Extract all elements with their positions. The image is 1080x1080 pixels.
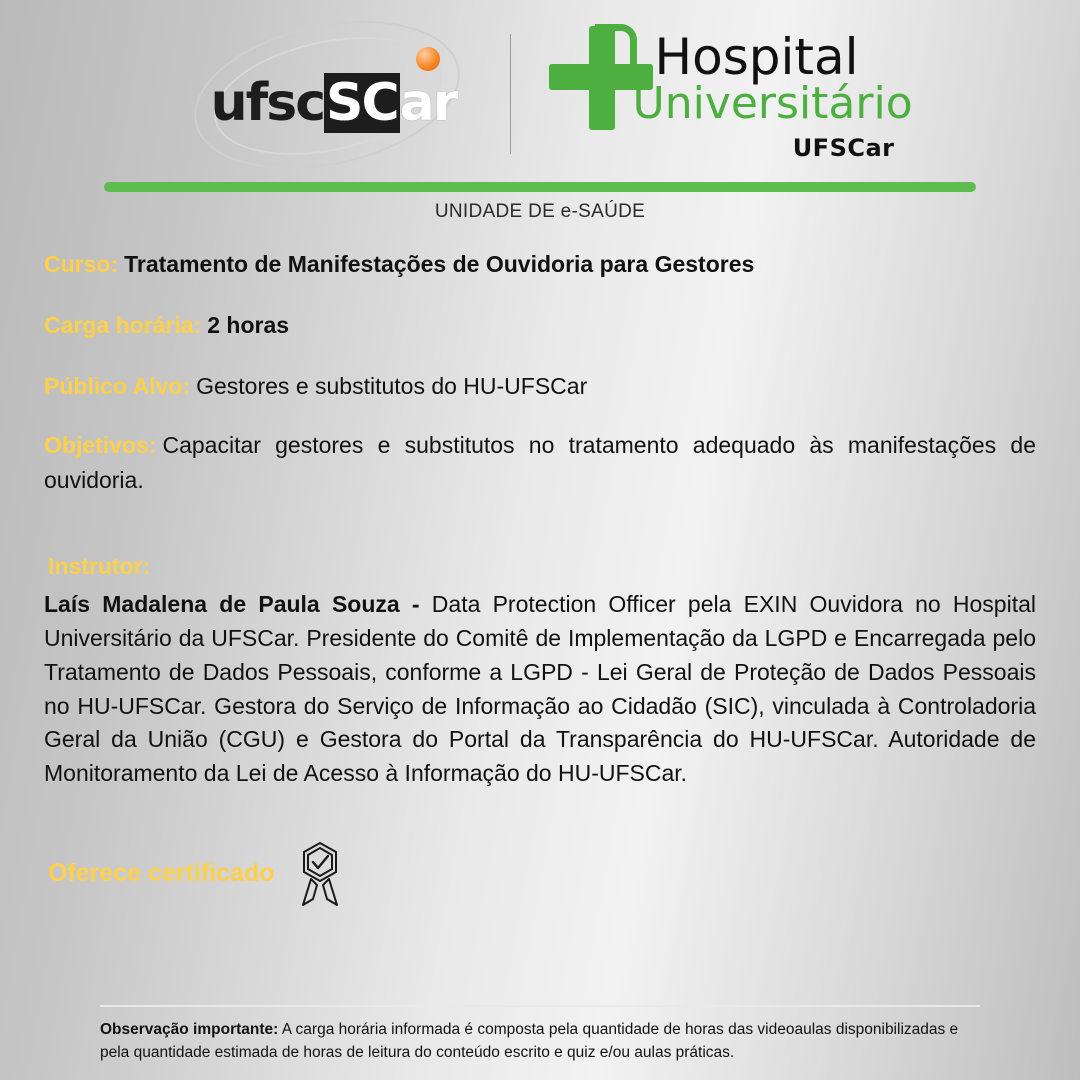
curso-value: Tratamento de Manifestações de Ouvidoria para Gestores	[124, 251, 755, 277]
course-details	[0, 223, 1080, 909]
publico-alvo-value: Gestores e substitutos do HU-UFSCar	[196, 373, 588, 400]
carga-horaria-label: Carga horária:	[44, 312, 202, 339]
field-objetivos	[44, 428, 1036, 497]
field-curso	[44, 249, 1036, 280]
logo-row	[0, 0, 1080, 170]
field-publico-alvo	[44, 371, 1036, 402]
footer-divider	[100, 1005, 980, 1007]
ufscar-wordmark	[184, 73, 484, 133]
hu-ufscar-word: UFSCar	[792, 134, 895, 162]
instructor-bio-text: Data Protection Officer pela EXIN Ouvidora no Hospital Universitário da UFSCar. Presidente do Comitê de Implementação da LGPD e Encarregada pelo Tratamento de Dados Pessoais, conforme a LGPD - Lei Geral de Proteção de Dados Pessoais no HU-UFSCar. Gestora do Serviço de Informação ao Cidadão (SIC), vinculada à Controladoria Geral da União (CGU) e Gestora do Portal da Transparência do HU-UFSCar. Autoridade de Monitoramento da Lei de Acesso à Informação do HU-UFSCar.	[44, 591, 1036, 787]
instructor-label: Instrutor:	[48, 553, 151, 580]
ufscar-orange-sphere-icon	[416, 47, 440, 71]
ufscar-logo	[184, 19, 484, 169]
ufscar-wordmark-uf: ufsc	[210, 73, 325, 133]
hospital-universitario-logo	[537, 18, 913, 170]
ufscar-wordmark-ar: ar	[399, 73, 457, 133]
footer-note-text: A carga horária informada é composta pela quantidade de horas das videoaulas disponibilizadas e pela quantidade estimada de horas de leitura do conteúdo escrito e quiz e/ou aulas práticas.	[100, 1021, 959, 1061]
carga-horaria-value: 2 horas	[207, 312, 290, 339]
instructor-bio	[44, 588, 1036, 791]
instructor-name: Laís Madalena de Paula Souza -	[44, 591, 420, 618]
footer	[0, 1005, 1080, 1064]
certificate-label: Oferece certificado	[48, 859, 275, 888]
logo-divider	[510, 34, 511, 154]
objetivos-value: Capacitar gestores e substitutos no tratamento adequado às manifestações de ouvidoria.	[44, 432, 1036, 493]
footer-note-label: Observação importante:	[100, 1021, 279, 1039]
footer-note	[100, 1019, 980, 1064]
green-divider-bar	[104, 182, 976, 192]
certificate-row	[44, 839, 1036, 909]
cross-hook-accent	[595, 24, 637, 68]
ufscar-wordmark-sc: SC	[326, 73, 398, 133]
header	[0, 0, 1080, 180]
unit-label: UNIDADE DE e-SAÚDE	[434, 201, 646, 222]
curso-label: Curso:	[44, 251, 119, 277]
publico-alvo-label: Público Alvo:	[44, 373, 191, 400]
field-carga-horaria	[44, 310, 1036, 341]
award-ribbon-check-icon	[289, 839, 351, 909]
objetivos-label: Objetivos:	[44, 432, 157, 459]
hospital-word: Hospital	[654, 28, 859, 86]
universitario-word: Universitário	[632, 78, 913, 129]
